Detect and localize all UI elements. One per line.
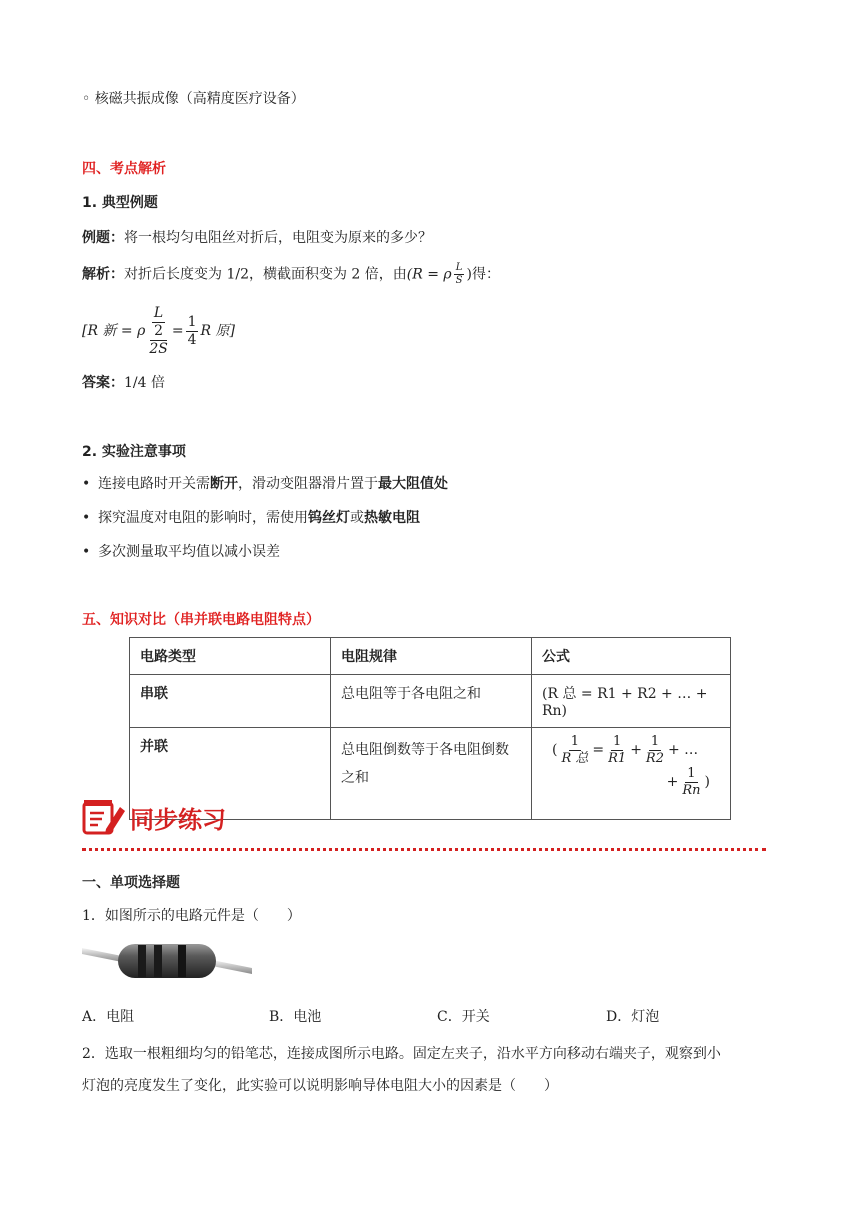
example-question [82,227,432,247]
table-cell-rule [331,728,532,820]
analysis-label: 解析： [82,266,124,283]
formula-numerator: L [455,262,463,273]
quarter-numerator: 1 [187,313,197,330]
table-header: 电阻规律 [331,638,532,675]
fraction-denominator: R1 [608,750,627,766]
answer-text: 1/4 倍 [124,375,165,391]
note1-emphasis-2: 最大阻值处 [378,476,448,492]
comparison-table [129,637,731,820]
analysis-text: 对折后长度变为 1/2，横截面积变为 2 倍，由 [124,266,407,283]
fraction-denominator: R 总 [561,750,589,766]
note2-text-mid: 或 [350,510,364,526]
table-cell-rule: 总电阻等于各电阻之和 [331,675,532,728]
option-a[interactable]: A．电阻 [82,1009,135,1025]
note-item-2 [82,507,420,527]
table-header: 公式 [532,638,731,675]
formula-close-paren: ) [704,774,710,791]
question-2-line-1: 2．选取一根粗细均匀的铅笔芯，连接成图所示电路。固定左夹子，沿水平方向移动右端夹子，观察到小 [82,1046,721,1062]
option-c[interactable]: C．开关 [437,1009,490,1025]
note2-emphasis-2: 热敏电阻 [364,510,420,526]
fraction-numerator: 1 [687,766,696,782]
equation-quarter [186,314,199,349]
note2-emphasis-1: 钨丝灯 [308,510,350,526]
table-cell-formula: (R 总 = R1 + R2 + … + Rn) [532,675,731,728]
table-header: 电路类型 [130,638,331,675]
fraction-numerator: 1 [650,734,660,749]
equation-equals: = [171,323,184,340]
equation-inner-numerator: L [153,305,164,321]
formula-plus: + [666,774,679,791]
equation-numerator [150,305,167,341]
equation-inner-denominator: 2 [154,322,164,339]
section5-title: 五、知识对比（串并联电路电阻特点） [82,612,320,628]
resistance-equation [82,305,235,357]
formula-plus: + [630,742,642,759]
equation-end: R 原] [200,323,235,340]
option-b[interactable]: B．电池 [269,1009,322,1025]
equation-fraction [147,305,170,357]
answer-line [82,372,165,392]
formula-denominator: S [455,275,463,286]
bullet-icon: • [82,544,91,560]
rule-line-2: 之和 [341,770,369,786]
quarter-denominator: 4 [187,331,197,348]
practice-banner-title: 同步练习 [130,806,226,834]
top-list-item: ◦ 核磁共振成像（高精度医疗设备） [82,91,305,107]
note-item-3 [82,541,280,561]
note1-emphasis-1: 断开 [210,476,238,492]
fraction-numerator: 1 [570,734,580,749]
single-choice-section-title: 一、单项选择题 [82,875,180,891]
equation-denominator: 2S [149,340,168,357]
answer-label: 答案： [82,375,124,391]
example-text: 将一根均匀电阻丝对折后，电阻变为原来的多少？ [124,230,432,246]
table-cell-type: 并联 [130,728,331,820]
formula-fraction [454,262,465,287]
table-header-row [130,638,731,675]
fraction-denominator: R2 [645,750,664,766]
question-1: 1．如图所示的电路元件是（ ） [82,908,301,924]
formula-prefix: (R = ρ [406,266,452,283]
table-cell-type: 串联 [130,675,331,728]
note3-text: 多次测量取平均值以减小误差 [98,544,280,560]
note-item-1 [82,473,448,493]
dotted-divider [82,848,766,851]
note1-text: 连接电路时开关需 [98,476,210,492]
fraction-numerator: 1 [613,734,622,749]
example-label: 例题： [82,230,124,246]
note2-text: 探究温度对电阻的影响时，需使用 [98,510,308,526]
bullet-icon: • [82,510,91,526]
formula-equals: = [592,742,605,759]
subsection-typical-example: 1. 典型例题 [82,195,158,211]
notepad-pencil-icon [82,797,128,837]
rule-line-1: 总电阻倒数等于各电阻倒数 [341,742,509,758]
formula-ellipsis: + … [667,742,699,759]
equation-start: [R 新 = ρ [82,323,146,340]
note1-text-mid: ，滑动变阻器滑片置于 [238,476,378,492]
subsection-experiment-notes: 2. 实验注意事项 [82,444,186,460]
fraction-denominator: Rn [682,782,701,798]
formula-suffix: )得： [466,266,500,283]
table-row [130,675,731,728]
analysis-line [82,262,500,287]
table-cell-formula [532,728,731,820]
bullet-icon: • [82,476,91,492]
option-d[interactable]: D．灯泡 [606,1009,660,1025]
resistor-image [82,938,252,984]
section4-title: 四、考点解析 [82,161,166,177]
formula-open-paren: ( [552,742,558,759]
question-2-line-2: 灯泡的亮度发生了变化，此实验可以说明影响导体电阻大小的因素是（ ） [82,1078,558,1094]
